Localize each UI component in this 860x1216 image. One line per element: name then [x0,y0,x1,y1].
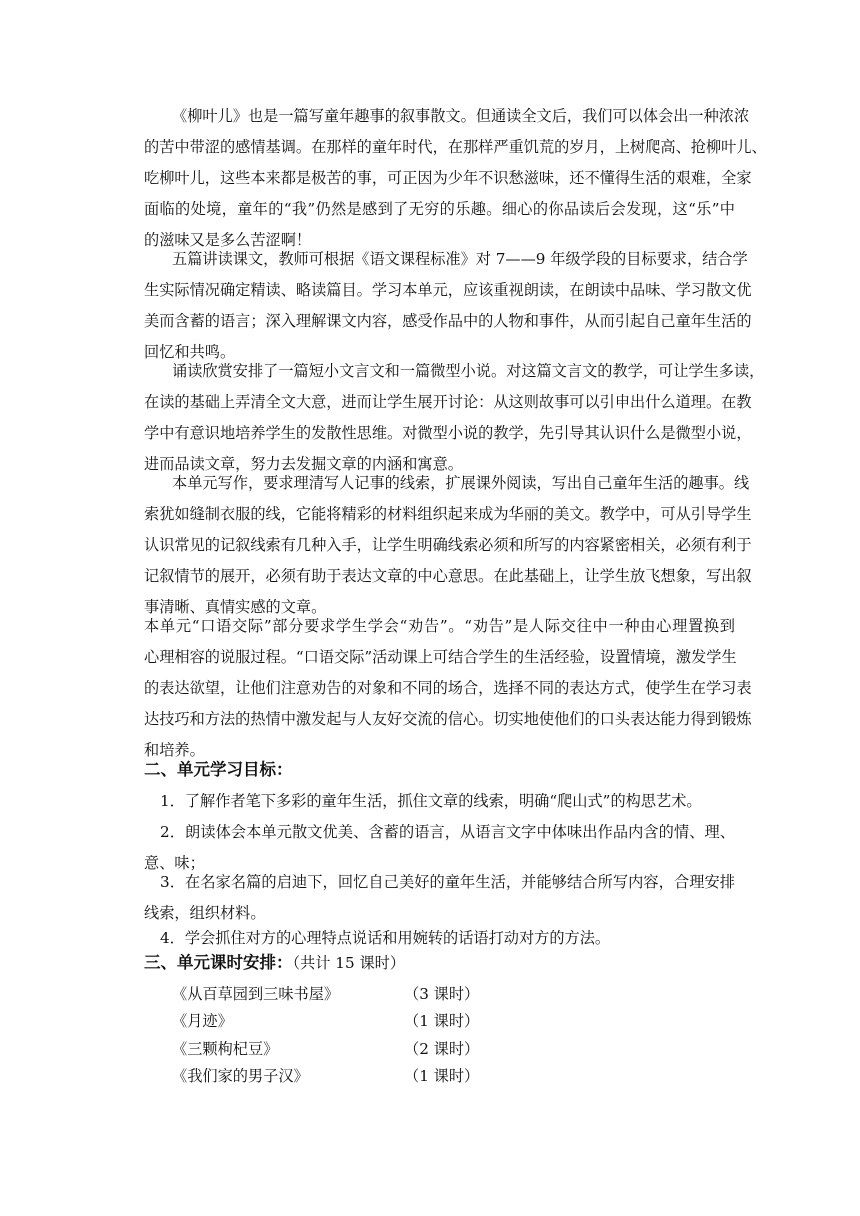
paragraph-line: 心理相容的说服过程。“口语交际”活动课上可结合学生的生活经验，设置情境，激发学生 [144,648,737,666]
paragraph-line: 认识常见的记叙线索有几种入手，让学生明确线索必须和所写的内容紧密相关，必须有利于 [144,536,752,554]
paragraph-line: 本单元写作，要求理清写人记事的线索，扩展课外阅读，写出自己童年生活的趣事。线 [172,474,750,492]
paragraph-line: 本单元“口语交际”部分要求学生学会“劝告”。“劝告”是人际交往中一种由心理置换到 [144,617,735,635]
schedule-lesson-title: 《我们家的男子汉》 [172,1067,309,1085]
schedule-lesson-title: 《从百草园到三味书屋》 [172,985,340,1003]
paragraph-line: 面临的处境，童年的“我”仍然是感到了无穷的乐趣。细心的你品读后会发现，这“乐”中 [144,200,735,218]
schedule-lesson-hours: （1 课时） [404,1012,480,1030]
schedule-lesson-hours: （2 课时） [404,1040,480,1058]
paragraph-line: 五篇讲读课文，教师可根据《语文课程标准》对 7——9 年级学段的目标要求，结合学 [172,250,748,268]
paragraph-line: 吃柳叶儿，这些本来都是极苦的事，可正因为少年不识愁滋味，还不懂得生活的艰难，全家 [144,169,752,187]
schedule-lesson-hours: （1 课时） [404,1067,480,1085]
paragraph-line: 诵读欣赏安排了一篇短小文言文和一篇微型小说。对这篇文言文的教学，可让学生多读， [172,362,765,380]
schedule-lesson-title: 《三颗枸杞豆》 [172,1040,279,1058]
section-heading-schedule-title: 三、单元课时安排： [144,953,293,972]
paragraph-line: 生实际情况确定精读、略读篇目。学习本单元，应该重视朗读，在朗读中品味、学习散文优 [144,281,752,299]
goal-item: 3．在名家名篇的启迪下，回忆自己美好的童年生活，并能够结合所写内容，合理安排 [160,873,735,891]
goal-item: 2．朗读体会本单元散文优美、含蓄的语言，从语言文字中体味出作品内含的情、理、 [160,823,735,841]
schedule-lesson-title: 《月迹》 [172,1012,233,1030]
paragraph-line: 达技巧和方法的热情中激发起与人友好交流的信心。切实地使他们的口头表达能力得到锻炼 [144,710,752,728]
paragraph-line: 在读的基础上弄清全文大意，进而让学生展开讨论：从这则故事可以引申出什么道理。在教 [144,393,752,411]
paragraph-line: 记叙情节的展开，必须有助于表达文章的中心意思。在此基础上，让学生放飞想象，写出叙 [144,567,752,585]
goal-item-continuation: 意、味； [144,854,205,872]
paragraph-line: 美而含蓄的语言；深入理解课文内容，感受作品中的人物和事件，从而引起自己童年生活的 [144,312,752,330]
paragraph-line: 事清晰、真情实感的文章。 [144,598,327,616]
paragraph-line: 的表达欲望，让他们注意劝告的对象和不同的场合，选择不同的表达方式，使学生在学习表 [144,679,752,697]
goal-item: 4．学会抓住对方的心理特点说话和用婉转的话语打动对方的方法。 [160,929,611,947]
paragraph-line: 《柳叶儿》也是一篇写童年趣事的叙事散文。但通读全文后，我们可以体会出一种浓浓 [172,107,750,125]
goal-item-continuation: 线索，组织材料。 [144,904,266,922]
paragraph-line: 的苦中带涩的感情基调。在那样的童年时代，在那样严重饥荒的岁月，上树爬高、抢柳叶儿、 [144,138,767,156]
section-heading-goals: 二、单元学习目标： [144,760,293,779]
section-heading-schedule [144,952,405,974]
goal-item: 1．了解作者笔下多彩的童年生活，抓住文章的线索，明确“爬山式”的构思艺术。 [160,792,702,810]
paragraph-line: 进而品读文章，努力去发掘文章的内涵和寓意。 [144,455,463,473]
paragraph-line: 的滋味又是多么苦涩啊！ [144,231,312,249]
paragraph-line: 索犹如缝制衣服的线，它能将精彩的材料组织起来成为华丽的美文。教学中，可从引导学生 [144,505,752,523]
section-heading-schedule-total: （共计 15 课时） [292,954,406,972]
paragraph-line: 和培养。 [144,741,205,759]
paragraph-line: 回忆和共鸣。 [144,343,236,361]
paragraph-line: 学中有意识地培养学生的发散性思维。对微型小说的教学，先引导其认识什么是微型小说， [144,424,752,442]
schedule-lesson-hours: （3 课时） [404,985,480,1003]
